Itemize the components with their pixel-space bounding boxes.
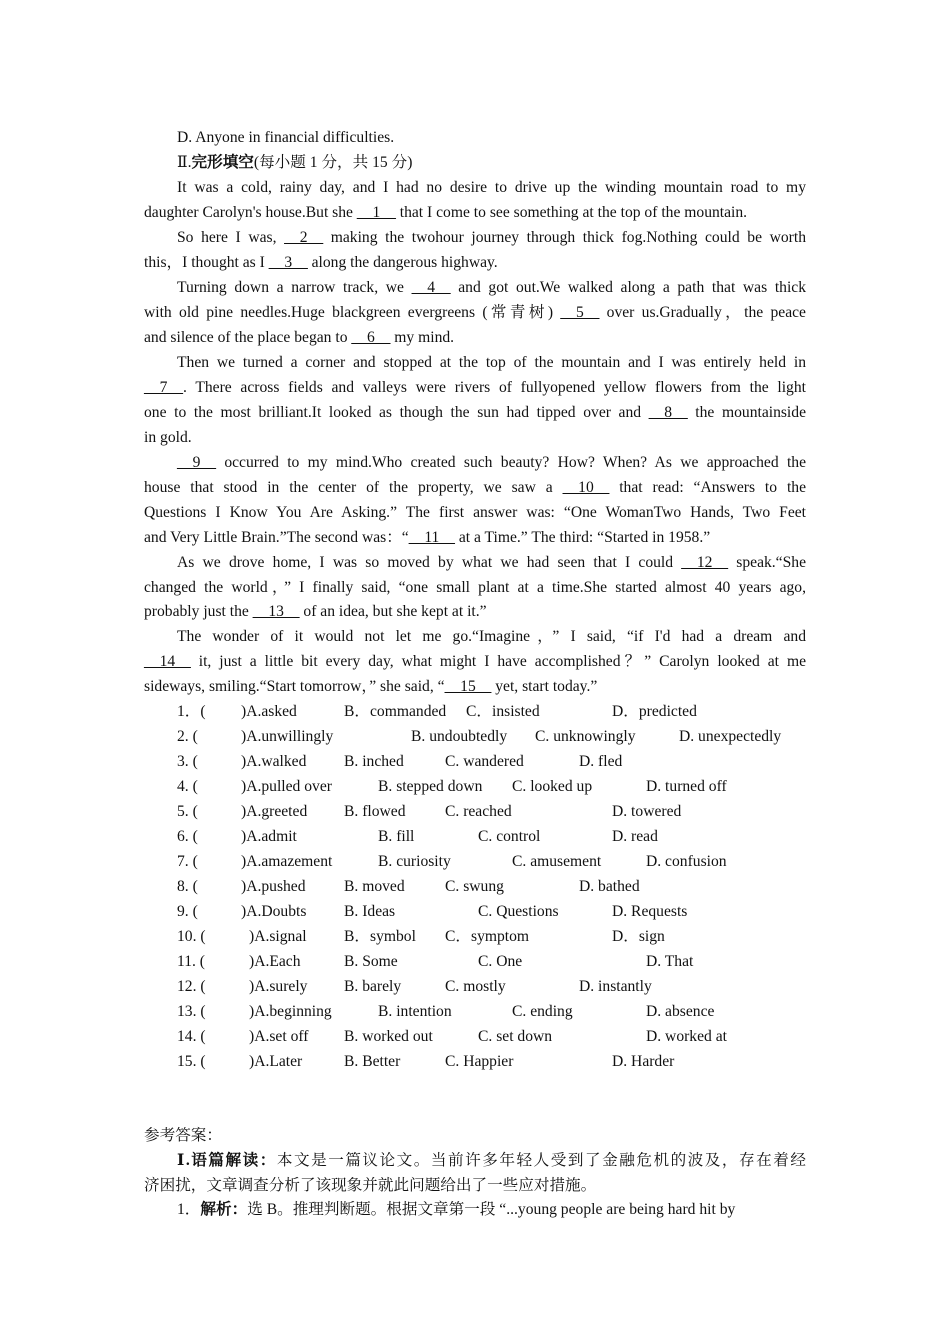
question-number: 8. ( <box>177 878 198 895</box>
blank-1: __1__ <box>356 204 396 221</box>
question-number: 15. ( <box>177 1053 206 1070</box>
answer-section-label: Ⅰ.语篇解读： <box>177 1152 277 1169</box>
passage-line: Turning down a narrow track, we __4__ and got out.We walked along a path that was thick <box>177 279 807 296</box>
option-d: D. turned off <box>646 778 727 795</box>
question-number: 4. ( <box>177 778 198 795</box>
passage-line: this，I thought as I __3__ along the dangerous highway. <box>144 254 498 271</box>
question-number: 6. ( <box>177 828 198 845</box>
option-c: C. control <box>478 828 541 845</box>
option-c: C. wandered <box>445 753 524 770</box>
option-d: D. confusion <box>646 853 727 870</box>
option-a: )A.Each <box>249 953 301 970</box>
option-d: D．sign <box>612 928 665 945</box>
option-c: C. reached <box>445 803 512 820</box>
option-a: )A.unwillingly <box>241 728 334 745</box>
option-c: C. swung <box>445 878 504 895</box>
option-a: )A.Later <box>249 1053 303 1070</box>
option-c: C．symptom <box>445 928 530 945</box>
answer-1-label: 解析： <box>200 1201 248 1218</box>
passage-line: The wonder of it would not let me go.“Imagine，” I said, “if I'd had a dream and <box>177 628 806 645</box>
option-d: D. Harder <box>612 1053 675 1070</box>
passage-line: __7__. There across fields and valleys were rivers of fullyopened yellow flowers from the light <box>144 379 806 396</box>
option-a: )A.pushed <box>241 878 306 895</box>
passage-line: So here I was, __2__ making the twohour journey through thick fog.Nothing could be worth <box>177 229 806 246</box>
question-number: 5. ( <box>177 803 198 820</box>
passage-line: __14__ it, just a little bit every day, what might I have accomplished？” Carolyn looked at me <box>144 653 806 670</box>
option-a: )A.beginning <box>249 1003 332 1020</box>
option-b: B. curiosity <box>378 853 451 870</box>
blank-12: __12__ <box>681 554 729 571</box>
option-d: D. worked at <box>646 1028 727 1045</box>
answer-1-line: 1．解析：选 B。推理判断题。根据文章第一段 “...young people are being hard hit by <box>177 1201 736 1218</box>
passage-line: It was a cold, rainy day, and I had no desire to drive up the winding mountain road to my <box>177 179 806 196</box>
option-b: B. intention <box>378 1003 452 1020</box>
option-b: B. inched <box>344 753 404 770</box>
question-number: 12. ( <box>177 978 206 995</box>
option-d: D．predicted <box>612 703 697 720</box>
passage-line: Questions I Know You Are Asking.” The first answer was: “One WomanTwo Hands, Two Feet <box>144 504 806 521</box>
option-a: )A.pulled over <box>241 778 332 795</box>
passage-line: sideways, smiling.“Start tomorrow，” she said, “__15__ yet, start today.” <box>144 678 598 695</box>
option-c: C. mostly <box>445 978 506 995</box>
blank-14: __14__ <box>144 653 191 670</box>
option-a: )A.admit <box>241 828 297 845</box>
option-c: C. amusement <box>512 853 602 870</box>
option-b: B. barely <box>344 978 402 995</box>
passage-line: with old pine needles.Huge blackgreen evergreens (常青树) __5__ over us.Gradually，the peace <box>144 304 806 321</box>
option-c: C. ending <box>512 1003 573 1020</box>
blank-11: __11__ <box>408 529 455 546</box>
option-d: D. read <box>612 828 658 845</box>
passage-line: one to the most brilliant.It looked as though the sun had tipped over and __8__ the mountainside <box>144 404 806 421</box>
option-c: C. looked up <box>512 778 593 795</box>
blank-5: __5__ <box>560 304 600 321</box>
option-d: D. bathed <box>579 878 640 895</box>
option-a: )A.set off <box>249 1028 309 1045</box>
option-d: D. absence <box>646 1003 715 1020</box>
option-a: )A.surely <box>249 978 308 995</box>
blank-13: __13__ <box>252 603 300 620</box>
section-title: 完形填空 <box>191 154 254 171</box>
option-b: B. moved <box>344 878 405 895</box>
option-b: B. stepped down <box>378 778 483 795</box>
question-number: 11. ( <box>177 953 206 970</box>
option-b: B. Ideas <box>344 903 396 920</box>
option-b: B. flowed <box>344 803 406 820</box>
option-b: B. fill <box>378 828 415 845</box>
passage-line: As we drove home, I was so moved by what we had seen that I could __12__ speak.“She <box>177 554 806 571</box>
passage-line: __9__ occurred to my mind.Who created such beauty? How? When? As we approached the <box>177 454 806 471</box>
option-d-previous: D. Anyone in financial difficulties. <box>177 129 395 146</box>
option-d: D. That <box>646 953 694 970</box>
blank-10: __10__ <box>562 479 610 496</box>
option-c: C．insisted <box>466 703 540 720</box>
blank-15: __15__ <box>444 678 492 695</box>
question-number: 9. ( <box>177 903 198 920</box>
option-d: D. unexpectedly <box>679 728 782 745</box>
option-a: )A.greeted <box>241 803 308 820</box>
passage-line: and Very Little Brain.”The second was：“__11__ at a Time.” The third: “Started in 1958.” <box>144 529 711 546</box>
question-number: 1．( <box>177 703 206 720</box>
option-c: C. Questions <box>478 903 559 920</box>
section-number: Ⅱ. <box>177 154 192 171</box>
question-number: 7. ( <box>177 853 198 870</box>
blank-9: __9__ <box>177 454 216 471</box>
option-b: B. Some <box>344 953 398 970</box>
option-a: )A.walked <box>241 753 307 770</box>
section-score: (每小题 1 分，共 15 分) <box>253 154 413 171</box>
option-c: C. Happier <box>445 1053 514 1070</box>
question-number: 14. ( <box>177 1028 206 1045</box>
passage-line: Then we turned a corner and stopped at the top of the mountain and I was entirely held in <box>177 354 806 371</box>
passage-line: and silence of the place began to __6__ my mind. <box>144 329 455 346</box>
option-a: )A.signal <box>249 928 307 945</box>
answer-summary-line: 济困扰，文章调查分析了该现象并就此问题给出了一些应对措施。 <box>144 1177 597 1194</box>
blank-6: __6__ <box>351 329 391 346</box>
question-number: 3. ( <box>177 753 198 770</box>
option-a: )A.amazement <box>241 853 333 870</box>
option-d: D. fled <box>579 753 623 770</box>
passage-line: daughter Carolyn's house.But she __1__ that I come to see something at the top of the mountain. <box>144 204 748 221</box>
option-c: C. set down <box>478 1028 553 1045</box>
answers-heading: 参考答案： <box>144 1127 222 1144</box>
option-b: B. undoubtedly <box>411 728 508 745</box>
blank-8: __8__ <box>648 404 688 421</box>
question-number: 10. ( <box>177 928 206 945</box>
option-d: D. instantly <box>579 978 652 995</box>
passage-line: changed the world，” I finally said, “one small plant at a time.She started almost 40 years ago, <box>144 579 806 596</box>
blank-7: __7__ <box>144 379 183 396</box>
option-b: B. Better <box>344 1053 401 1070</box>
passage-line: in gold. <box>144 429 192 446</box>
option-c: C. One <box>478 953 523 970</box>
question-number: 2. ( <box>177 728 198 745</box>
option-b: B．commanded <box>344 703 447 720</box>
blank-3: __3__ <box>268 254 308 271</box>
option-d: D. Requests <box>612 903 688 920</box>
answer-summary-line: Ⅰ.语篇解读：本文是一篇议论文。当前许多年轻人受到了金融危机的波及，存在着经 <box>177 1152 806 1169</box>
option-b: B．symbol <box>344 928 416 945</box>
option-c: C. unknowingly <box>535 728 636 745</box>
option-b: B. worked out <box>344 1028 433 1045</box>
option-d: D. towered <box>612 803 682 820</box>
passage-line: probably just the __13__ of an idea, but she kept at it.” <box>144 603 487 620</box>
blank-2: __2__ <box>284 229 324 246</box>
option-a: )A.asked <box>241 703 297 720</box>
question-number: 13. ( <box>177 1003 206 1020</box>
section-heading <box>177 153 806 173</box>
blank-4: __4__ <box>411 279 451 296</box>
option-a: )A.Doubts <box>241 903 307 920</box>
passage-line: house that stood in the center of the property, we saw a __10__ that read: “Answers to the <box>144 479 806 496</box>
